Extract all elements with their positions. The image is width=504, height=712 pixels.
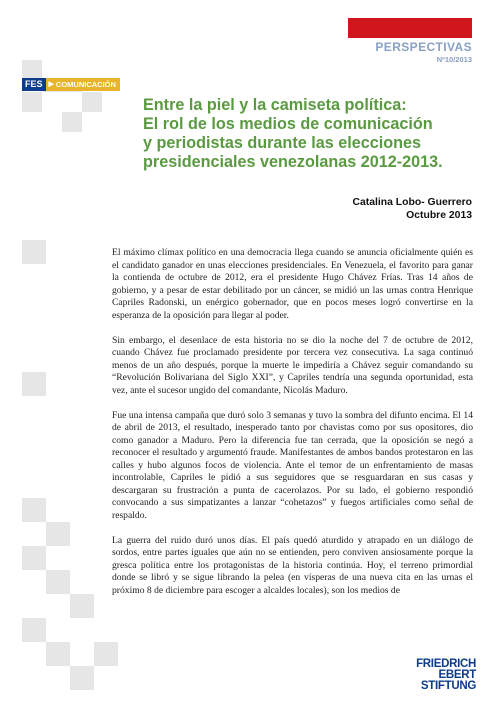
- decor-square: [70, 666, 94, 690]
- decor-square: [22, 60, 42, 78]
- title-line: El rol de los medios de comunicación: [143, 115, 433, 133]
- title-line: y periodistas durante las elecciones: [143, 134, 422, 152]
- arrow-right-icon: ▶: [48, 81, 54, 88]
- body-paragraph: Fue una intensa campaña que duró solo 3 semanas y tuvo la sombra del difunto encima. El 14 de abril de 2013, el resultado, inesperado tanto por chavistas como por sus opositores, dio como ganador a Maduro. Pero la diferencia fue tan cerrada, que la oposición se negó a reconocer el resultado y argumentó fraude. Manifestantes de ambos bandos protestaron en las calles y hubo algunos focos de violencia. Ante el temor de un enfrentamiento de masas incontrolable, Capriles le pidió a sus seguidores que se resguardaran en sus casas y descargaran su frustración a punta de cacerolazos. Por su lado, el gobierno respondió convocando a sus simpatizantes a lanzar “cohetazos” y fuegos artificiales como señal de respaldo.: [112, 409, 473, 521]
- decor-square: [82, 92, 102, 112]
- decor-square: [22, 92, 42, 112]
- comunicacion-label: [46, 78, 120, 91]
- author-block: [352, 196, 472, 222]
- decor-square: [46, 570, 70, 594]
- comunicacion-text: COMUNICACIÓN: [55, 80, 116, 89]
- author-name: Catalina Lobo- Guerrero: [352, 197, 472, 208]
- decor-square: [22, 618, 46, 642]
- header-red-bar: [348, 18, 472, 38]
- series-name: PERSPECTIVAS: [375, 40, 472, 54]
- footer-logo-line: EBERT: [438, 669, 476, 681]
- decor-square: [62, 112, 82, 132]
- decor-square: [22, 372, 46, 396]
- fes-comunicacion-logo: [22, 78, 120, 91]
- footer-logo-line: FRIEDRICH: [416, 658, 476, 670]
- title-line: presidenciales venezolanas 2012-2013.: [143, 153, 443, 171]
- decor-square: [46, 642, 70, 666]
- decor-square: [46, 522, 70, 546]
- decor-square: [94, 642, 118, 666]
- fes-logo-text: FES: [22, 78, 46, 91]
- article-title: [143, 96, 483, 172]
- series-header: [375, 40, 472, 64]
- title-line: Entre la piel y la camiseta política:: [143, 96, 407, 114]
- body-paragraph: Sin embargo, el desenlace de esta historia no se dio la noche del 7 de octubre de 2012, cuando Chávez fue proclamado presidente por tercera vez consecutiva. La saga continuó menos de un año después, porque la muerte le impediría a Chávez seguir comandando su “Revolución Bolivariana del Siglo XXI”, y Capriles tendría una segunda oportunidad, esta vez, ante el sucesor ungido del comandante, Nicolás Maduro.: [112, 334, 473, 396]
- body-paragraph: La guerra del ruido duró unos días. El país quedó aturdido y atrapado en un diálogo de sordos, entre partes iguales que aún no se entienden, pero conviven ansiosamente porque la gresca política entre los protagonistas de la historia continúa. Hoy, el terreno primordial donde se libró y se sigue librando la pelea (en vísperas de una nueva cita en las urnas el próximo 8 de diciembre para escoger a alcaldes locales), son los medios de: [112, 534, 473, 596]
- publication-date: Octubre 2013: [406, 210, 472, 221]
- body-paragraph: El máximo clímax político en una democracia llega cuando se anuncia oficialmente quién es el candidato ganador en unas elecciones presidenciales. En Venezuela, el favorito para ganar la contienda de octubre de 2012, era el presidente Hugo Chávez Frías. Tras 14 años de gobierno, y a pesar de estar debilitado por un cáncer, se midió un las urnas contra Henrique Capriles Radonski, un enérgico gobernador, que en pocos meses logró convertirse en la esperanza de la oposición para llegar al poder.: [112, 247, 473, 321]
- friedrich-ebert-stiftung-logo: [416, 659, 476, 692]
- decor-square: [70, 594, 94, 618]
- series-number: Nº10/2013: [436, 55, 472, 64]
- decor-square: [22, 240, 46, 264]
- decor-square: [22, 498, 46, 522]
- decor-square: [22, 546, 46, 570]
- article-body: [112, 247, 473, 610]
- footer-logo-line: STIFTUNG: [420, 680, 476, 692]
